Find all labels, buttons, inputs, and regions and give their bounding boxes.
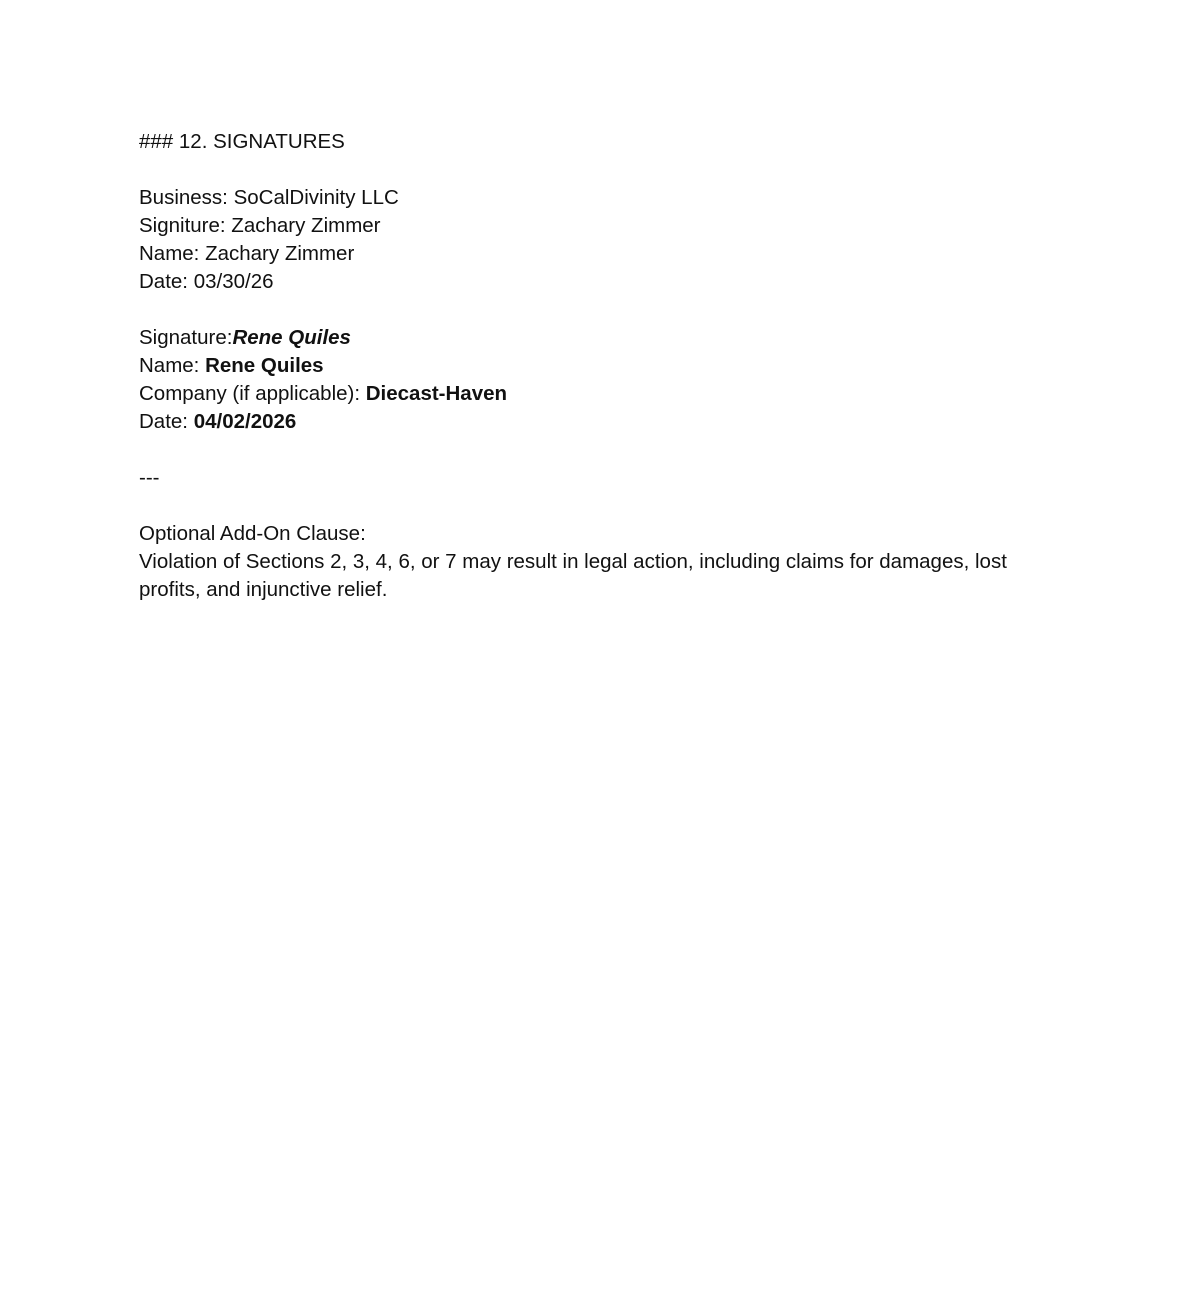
counterparty-signature-block xyxy=(139,324,1049,436)
company-value: Diecast-Haven xyxy=(365,382,508,405)
spacer xyxy=(139,156,1049,184)
counterparty-signature-line xyxy=(139,324,1049,352)
addon-text: Violation of Sections 2, 3, 4, 6, or 7 may result in legal action, including claims for damages, lost profits, and injunctive relief. xyxy=(139,550,1007,601)
spacer xyxy=(139,436,1049,464)
addon-title: Optional Add-On Clause: xyxy=(139,522,366,545)
business-signer-name-line: Name: Zachary Zimmer xyxy=(139,242,355,265)
document-page xyxy=(139,128,1049,604)
company-label: Company (if applicable): xyxy=(139,382,366,405)
name-value: Rene Quiles xyxy=(205,354,324,377)
business-name-line: Business: SoCalDivinity LLC xyxy=(139,186,399,209)
signature-value: Rene Quiles xyxy=(232,326,351,349)
counterparty-name-line xyxy=(139,352,1049,380)
name-label: Name: xyxy=(139,354,206,377)
divider-text: --- xyxy=(139,466,160,489)
spacer xyxy=(139,296,1049,324)
counterparty-date-line xyxy=(139,408,1049,436)
business-signature-line: Signiture: Zachary Zimmer xyxy=(139,214,381,237)
signature-label: Signature: xyxy=(139,326,233,349)
addon-clause xyxy=(139,520,1049,604)
section-heading: ### 12. SIGNATURES xyxy=(139,130,345,153)
business-signature-block xyxy=(139,184,1049,296)
counterparty-company-line xyxy=(139,380,1049,408)
date-label: Date: xyxy=(139,410,194,433)
spacer xyxy=(139,492,1049,520)
business-date-line: Date: 03/30/26 xyxy=(139,270,274,293)
date-value: 04/02/2026 xyxy=(193,410,297,433)
